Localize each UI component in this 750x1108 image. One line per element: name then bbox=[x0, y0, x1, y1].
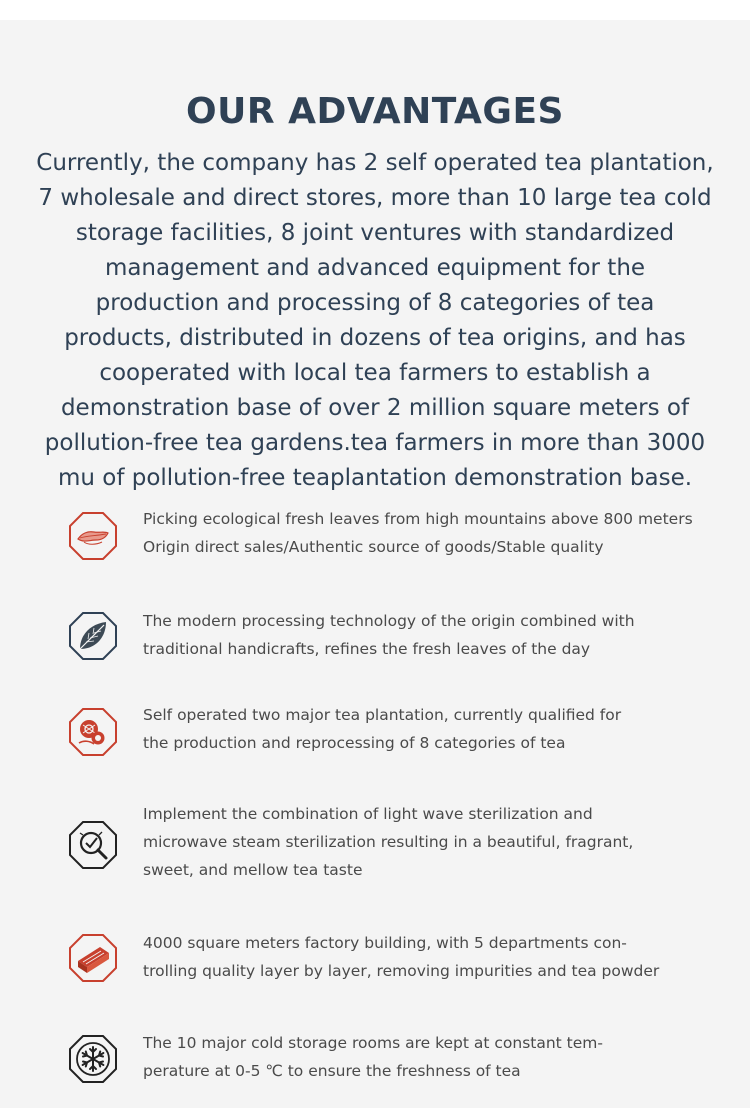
intro-line: demonstration base of over 2 million square meters of bbox=[60, 395, 690, 421]
tea-leaves-icon bbox=[66, 509, 120, 563]
plantation-icon bbox=[66, 705, 120, 759]
advantage-text: Implement the combination of light wave sterilization and microwave steam sterilization resulting in a beautiful, fragrant, sweet, and mellow tea taste bbox=[143, 805, 634, 879]
intro-line: management and advanced equipment for the bbox=[104, 255, 646, 281]
intro-line: production and processing of 8 categories of tea bbox=[95, 290, 655, 316]
advantage-text: Self operated two major tea plantation, currently qualified for the production and reprocessing of 8 categories of tea bbox=[143, 706, 622, 752]
intro-line: products, distributed in dozens of tea origins, and has bbox=[64, 325, 686, 351]
advantage-text: The modern processing technology of the origin combined with traditional handicrafts, refines the fresh leaves of the day bbox=[143, 612, 635, 658]
intro-paragraph bbox=[22, 146, 728, 496]
intro-line: Currently, the company has 2 self operated tea plantation, bbox=[36, 150, 714, 176]
intro-line: 7 wholesale and direct stores, more than 10 large tea cold bbox=[38, 185, 712, 211]
leaf-icon bbox=[66, 609, 120, 663]
intro-line: mu of pollution-free teaplantation demonstration base. bbox=[57, 465, 693, 491]
advantage-text: 4000 square meters factory building, with 5 departments con- trolling quality layer by layer, removing impurities and tea powder bbox=[143, 934, 660, 980]
quality-check-icon bbox=[66, 818, 120, 872]
advantages-panel bbox=[0, 20, 750, 1108]
advantage-text: Picking ecological fresh leaves from high mountains above 800 meters Origin direct sales/Authentic source of goods/Stable quality bbox=[143, 510, 693, 556]
advantage-text: The 10 major cold storage rooms are kept at constant tem- perature at 0-5 ℃ to ensure the freshness of tea bbox=[143, 1034, 603, 1080]
section-title: OUR ADVANTAGES bbox=[186, 91, 564, 132]
snowflake-icon bbox=[66, 1032, 120, 1086]
tea-brick-icon bbox=[66, 931, 120, 985]
intro-line: storage facilities, 8 joint ventures with standardized bbox=[75, 220, 675, 246]
intro-line: pollution-free tea gardens.tea farmers in more than 3000 bbox=[44, 430, 706, 456]
intro-line: cooperated with local tea farmers to establish a bbox=[99, 360, 651, 386]
